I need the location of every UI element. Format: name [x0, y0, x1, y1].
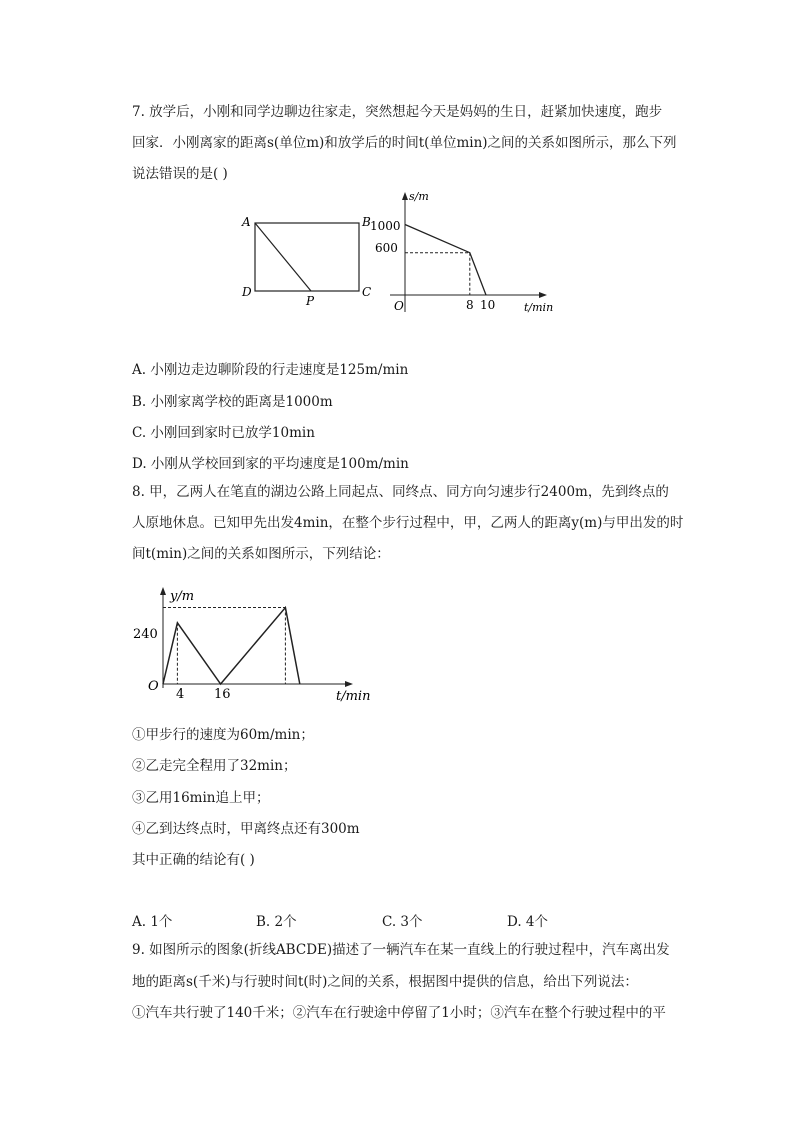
- x-axis-label: t/min: [336, 689, 371, 704]
- q7-option-a[interactable]: A. 小刚边走边聊阶段的行走速度是125m/min: [132, 362, 409, 378]
- q9-line-2: 地的距离s(千米)与行驶时间t(时)之间的关系，根据图中提供的信息，给出下列说法：: [132, 974, 638, 990]
- y-axis-arrow: [160, 587, 166, 595]
- q8-option-c[interactable]: C. 3个: [382, 914, 423, 930]
- q7-option-b[interactable]: B. 小刚家离学校的距离是1000m: [132, 394, 333, 410]
- q9-line-1: 9. 如图所示的图象(折线ABCDE)描述了一辆汽车在某一直线上的行驶过程中，汽车离出发: [132, 942, 670, 958]
- y-axis-label: y/m: [170, 589, 195, 604]
- q8-option-a[interactable]: A. 1个: [132, 914, 173, 930]
- q7-option-c[interactable]: C. 小刚回到家时已放学10min: [132, 425, 315, 441]
- q7-line-1: 7. 放学后，小刚和同学边聊边往家走，突然想起今天是妈妈的生日，赶紧加快速度，跑步: [132, 104, 663, 120]
- label-b: B: [362, 215, 371, 229]
- q7-line-3: 说法错误的是( ): [132, 166, 228, 182]
- q8-conclusion-3: ③乙用16min追上甲；: [132, 790, 270, 806]
- q8-conclusion-1: ①甲步行的速度为60m/min；: [132, 727, 314, 743]
- q8-line-1: 8. 甲，乙两人在笔直的湖边公路上同起点、同终点、同方向匀速步行2400m，先到终点的: [132, 484, 669, 500]
- rectangle-abcd: [255, 223, 359, 291]
- q7-option-d[interactable]: D. 小刚从学校回到家的平均速度是100m/min: [132, 456, 409, 472]
- q7-rectangle-figure: [238, 210, 378, 310]
- tick-label-600: 600: [375, 241, 398, 255]
- tick-label-1000: 1000: [370, 219, 401, 233]
- origin-label: O: [148, 679, 159, 694]
- x-axis-arrow: [539, 292, 547, 298]
- distance-series-line: [163, 608, 300, 685]
- q8-option-d[interactable]: D. 4个: [507, 914, 549, 930]
- tick-label-8: 8: [466, 298, 474, 312]
- label-d: D: [242, 285, 252, 299]
- label-p: P: [306, 294, 315, 308]
- x-axis-arrow: [345, 681, 353, 687]
- q8-conclusion-2: ②乙走完全程用了32min；: [132, 758, 297, 774]
- q9-line-3: ①汽车共行驶了140千米；②汽车在行驶途中停留了1小时；③汽车在整个行驶过程中的平: [132, 1005, 666, 1021]
- x-axis-label: t/min: [524, 301, 554, 314]
- y-axis-arrow: [402, 192, 408, 200]
- q8-question-prompt: 其中正确的结论有( ): [132, 852, 255, 868]
- q8-conclusion-4: ④乙到达终点时，甲离终点还有300m: [132, 821, 360, 837]
- q8-distance-time-graph: [128, 580, 388, 705]
- tick-label-10: 10: [480, 298, 496, 312]
- q8-line-3: 间t(min)之间的关系如图所示，下列结论：: [132, 546, 390, 562]
- q7-line-2: 回家．小刚离家的距离s(单位m)和放学后的时间t(单位min)之间的关系如图所示，那么下列: [132, 135, 677, 151]
- label-a: A: [242, 215, 251, 229]
- q8-option-b[interactable]: B. 2个: [256, 914, 297, 930]
- q7-distance-time-graph: [360, 186, 560, 316]
- y-axis-label: s/m: [409, 190, 429, 203]
- tick-label-16: 16: [214, 687, 231, 702]
- tick-label-240: 240: [133, 627, 158, 642]
- origin-label: O: [394, 299, 404, 313]
- q8-line-2: 人原地休息。已知甲先出发4min，在整个步行过程中，甲，乙两人的距离y(m)与甲出发的时: [132, 515, 684, 531]
- segment-ap: [255, 223, 311, 291]
- label-c: C: [362, 285, 372, 299]
- tick-label-4: 4: [176, 687, 185, 702]
- distance-series-line: [405, 225, 486, 296]
